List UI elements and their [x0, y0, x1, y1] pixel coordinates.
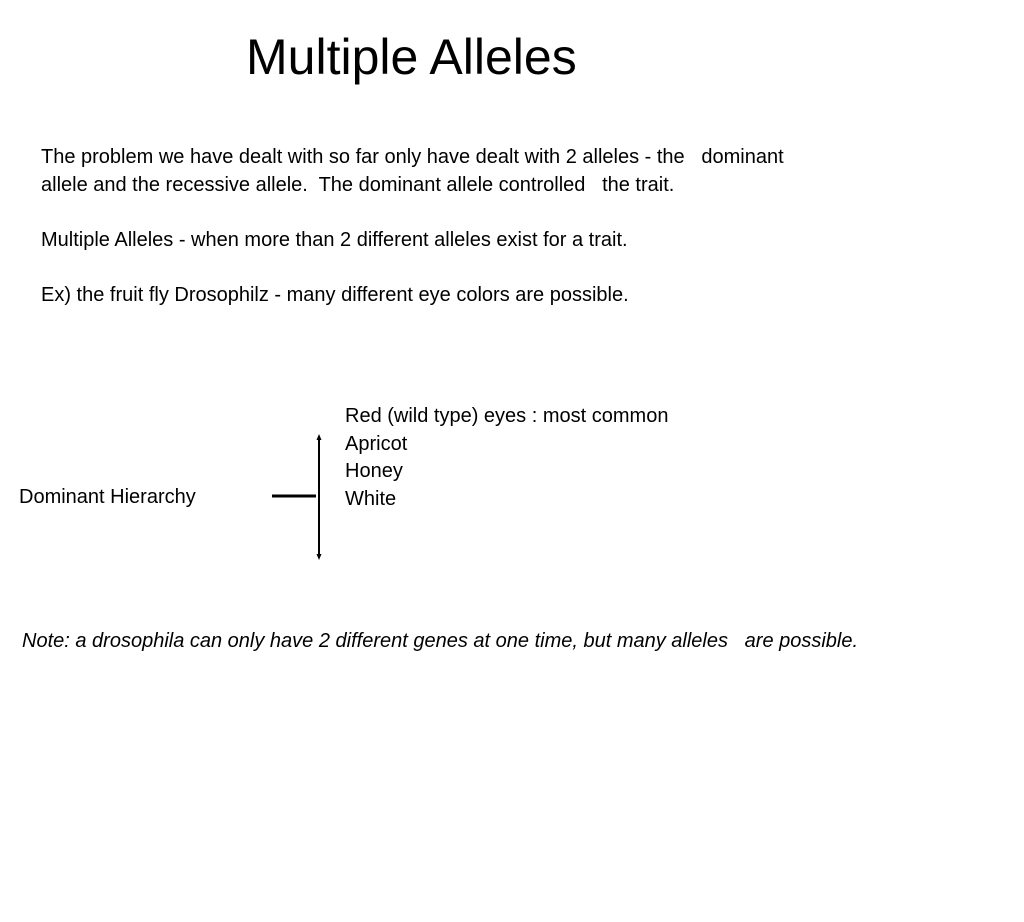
bracket-arrow-up	[317, 434, 322, 440]
intro-line-1: The problem we have dealt with so far only have dealt with 2 alleles - the dominant	[41, 146, 784, 168]
intro-paragraph	[41, 143, 784, 199]
hierarchy-bracket	[266, 430, 326, 564]
page-title: Multiple Alleles	[246, 29, 577, 85]
definition-paragraph: Multiple Alleles - when more than 2 different alleles exist for a trait.	[41, 229, 628, 251]
note-text: Note: a drosophila can only have 2 different genes at one time, but many alleles are possible.	[22, 630, 859, 652]
allele-item-apricot: Apricot	[345, 432, 408, 455]
example-paragraph: Ex) the fruit fly Drosophilz - many different eye colors are possible.	[41, 284, 629, 306]
intro-line-2: allele and the recessive allele. The dominant allele controlled the trait.	[41, 174, 675, 196]
hierarchy-label: Dominant Hierarchy	[19, 486, 196, 508]
allele-item-white: White	[345, 488, 397, 511]
allele-list	[345, 403, 668, 514]
allele-item-honey: Honey	[345, 460, 403, 483]
allele-item-red: Red (wild type) eyes : most common	[345, 405, 669, 427]
bracket-arrow-down	[317, 554, 322, 560]
